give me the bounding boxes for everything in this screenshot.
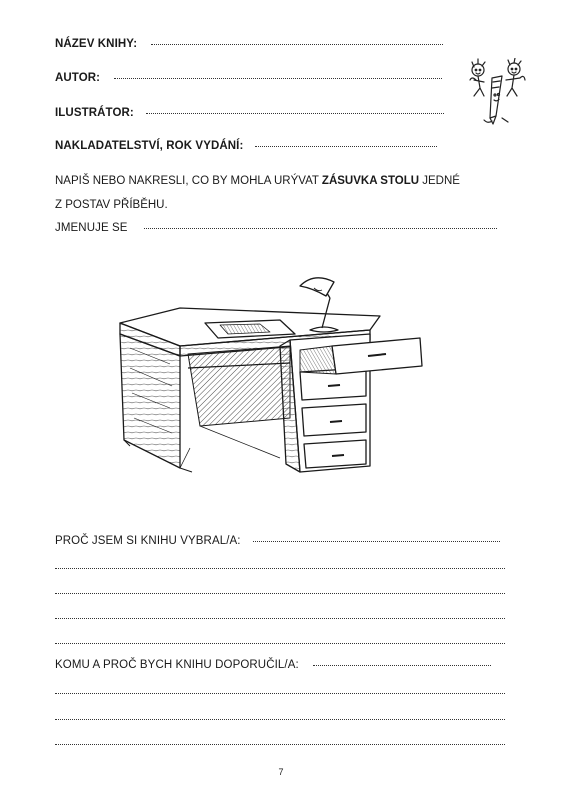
book-title-row (55, 38, 443, 50)
task-instruction-line1 (55, 173, 460, 189)
why-chosen-line-3[interactable] (55, 592, 505, 594)
book-title-field[interactable] (151, 43, 443, 45)
task-line1-suffix: JEDNÉ (419, 175, 460, 187)
character-name-field[interactable] (144, 227, 497, 229)
recommend-row (55, 659, 491, 671)
task-line1-prefix: NAPIŠ NEBO NAKRESLI, CO BY MOHLA URÝVAT (55, 175, 322, 187)
task-line2-text: Z POSTAV PŘÍBĚHU. (55, 199, 168, 211)
illustrator-row (55, 107, 444, 119)
task-line1-emphasis: ZÁSUVKA STOLU (321, 175, 420, 187)
why-chosen-line-5[interactable] (55, 642, 505, 644)
publisher-label: NAKLADATELSTVÍ, ROK VYDÁNÍ: (55, 140, 244, 152)
character-name-label: JMENUJE SE (55, 222, 128, 234)
pencil-mascot-icon (462, 58, 532, 128)
illustrator-label: ILUSTRÁTOR: (55, 107, 134, 119)
character-name-row (55, 222, 497, 234)
why-chosen-row (55, 535, 500, 547)
recommend-label: KOMU A PROČ BYCH KNIHU DOPORUČIL/A: (55, 659, 299, 671)
why-chosen-line-2[interactable] (55, 567, 505, 569)
recommend-field[interactable] (313, 664, 491, 666)
desk-illustration (100, 268, 440, 490)
illustrator-field[interactable] (146, 112, 444, 114)
author-label: AUTOR: (55, 72, 101, 84)
recommend-line-3[interactable] (55, 718, 505, 720)
why-chosen-field[interactable] (253, 540, 500, 542)
task-instruction-line2 (55, 197, 168, 213)
author-row (55, 72, 442, 84)
page-number: 7 (278, 767, 284, 777)
publisher-field[interactable] (255, 145, 437, 147)
why-chosen-label: PROČ JSEM SI KNIHU VYBRAL/A: (55, 535, 241, 547)
book-title-label: NÁZEV KNIHY: (55, 38, 138, 50)
author-field[interactable] (114, 77, 442, 79)
recommend-line-2[interactable] (55, 692, 505, 694)
publisher-row (55, 140, 437, 152)
why-chosen-line-4[interactable] (55, 617, 505, 619)
recommend-line-4[interactable] (55, 743, 505, 745)
